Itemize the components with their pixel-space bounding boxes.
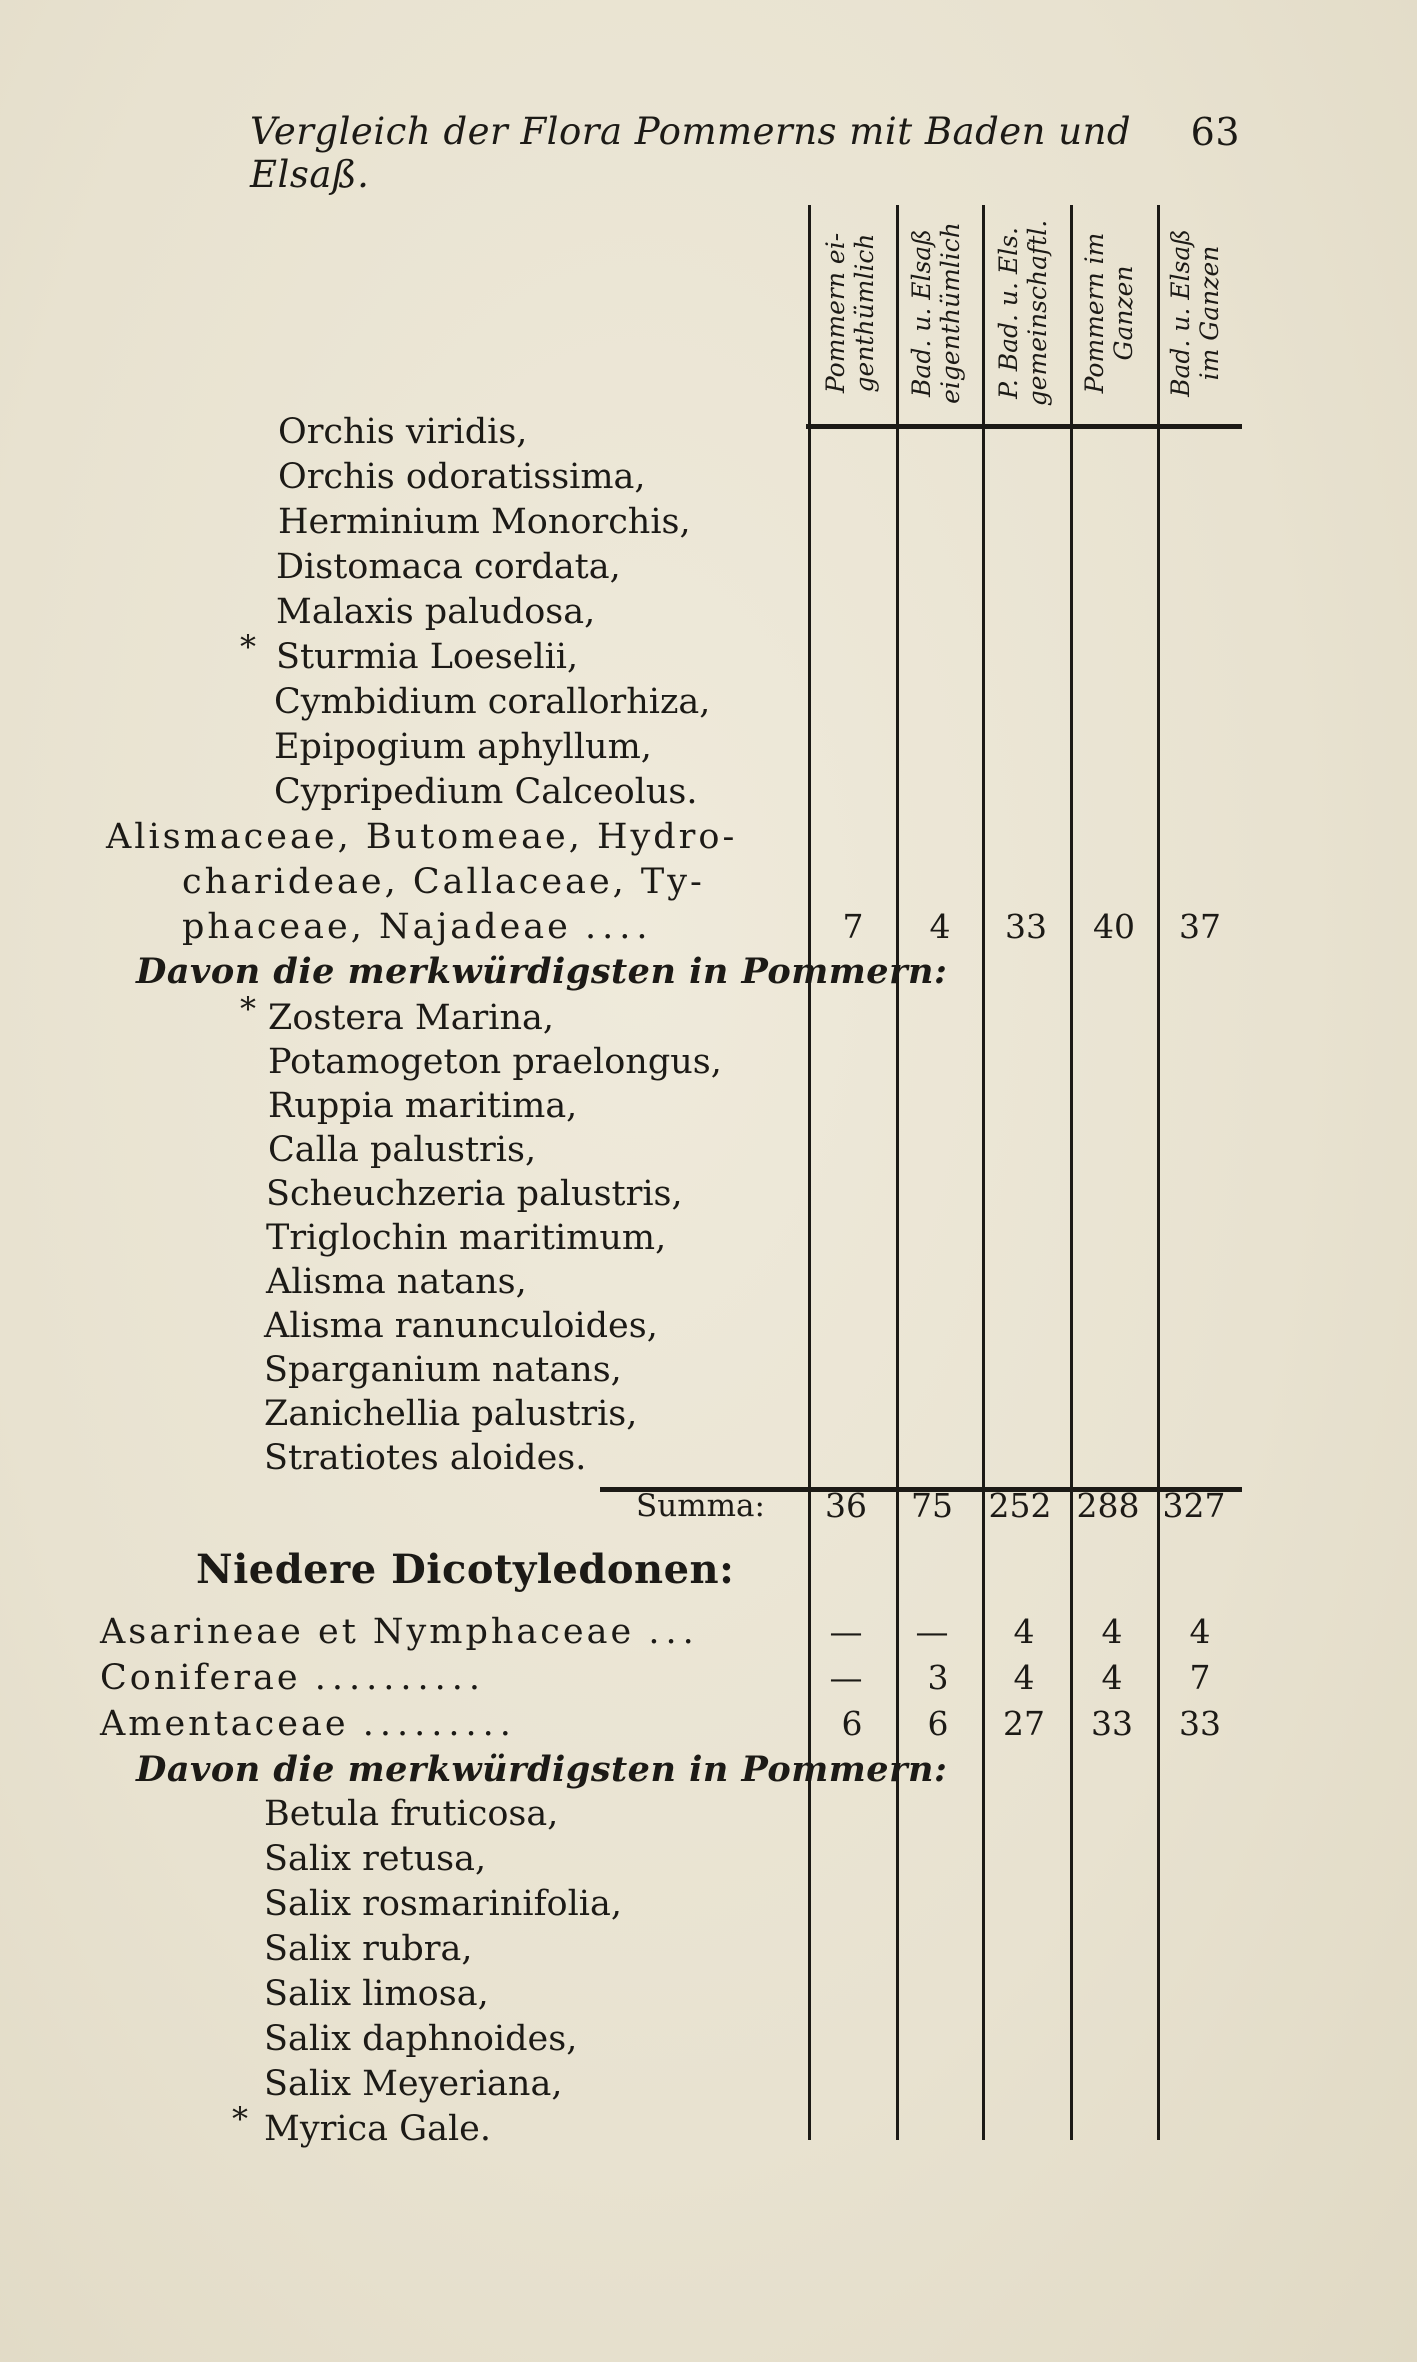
header-rule	[806, 424, 1242, 429]
value-cell: 33	[1179, 1704, 1221, 1743]
value-cell: 4	[1013, 1658, 1035, 1697]
value-cell: 4	[1189, 1612, 1211, 1651]
species-line: Sparganium natans,	[264, 1350, 622, 1390]
leader-dots: ....	[585, 907, 654, 947]
species-line: Myrica Gale.	[264, 2109, 491, 2149]
species-line: Epipogium aphyllum,	[274, 727, 652, 767]
summa-value: 75	[911, 1486, 953, 1525]
species-line: Stratiotes aloides.	[264, 1438, 587, 1478]
running-header	[250, 110, 1240, 196]
column-header-baden-elsass-im-ganzen: Bad. u. Elsaß im Ganzen	[1166, 228, 1224, 397]
species-line: Ruppia maritima,	[268, 1086, 578, 1126]
family-name: Alismaceae, Butomeae, Hydro-	[106, 817, 738, 857]
davon-label: Davon die merkwürdigsten in Pommern:	[136, 951, 948, 992]
species-line: Salix Meyeriana,	[264, 2064, 563, 2104]
species-line: Salix rosmarinifolia,	[264, 1884, 622, 1924]
table-row-label: Coniferae ..........	[100, 1658, 486, 1698]
species-line: Alisma ranunculoides,	[264, 1306, 658, 1346]
value-cell: —	[829, 1658, 863, 1697]
species-line: Sturmia Loeselii,	[276, 637, 579, 677]
family-name: phaceae, Najadeae ....	[182, 907, 654, 947]
davon-label: Davon die merkwürdigsten in Pommern:	[136, 1749, 948, 1790]
value-cell: 4	[1013, 1612, 1035, 1651]
species-line: Zanichellia palustris,	[264, 1394, 638, 1434]
species-line: Distomaca cordata,	[276, 547, 621, 587]
value-cell: 33	[1005, 907, 1047, 946]
value-cell: 33	[1091, 1704, 1133, 1743]
summa-value: 288	[1076, 1486, 1140, 1525]
value-cell: 4	[1101, 1658, 1123, 1697]
column-rule-2	[896, 205, 899, 2140]
value-cell: 27	[1003, 1704, 1045, 1743]
table-row-label: Amentaceae .........	[100, 1704, 517, 1744]
species-line: Calla palustris,	[268, 1130, 537, 1170]
species-line: Orchis odoratissima,	[278, 457, 646, 497]
section-heading: Niedere Dicotyledonen:	[196, 1546, 735, 1593]
value-cell: 6	[927, 1704, 949, 1743]
value-cell: 3	[927, 1658, 949, 1697]
value-cell: —	[915, 1612, 949, 1651]
column-header-pommern-eigenthuemlich: Pommern ei- genthümlich	[821, 232, 879, 393]
value-cell: 4	[929, 907, 951, 946]
species-line: Zostera Marina,	[268, 998, 555, 1038]
value-cell: —	[829, 1612, 863, 1651]
species-line: Triglochin maritimum,	[266, 1218, 667, 1258]
page-number: 63	[1190, 110, 1240, 154]
value-cell: 6	[841, 1704, 863, 1743]
value-cell: 40	[1093, 907, 1135, 946]
asterisk-mark: *	[232, 2100, 248, 2138]
column-rule-3	[982, 205, 985, 2140]
species-line: Orchis viridis,	[278, 412, 528, 452]
summa-value: 327	[1162, 1486, 1226, 1525]
species-line: Salix limosa,	[264, 1974, 489, 2014]
column-header-gemeinschaftlich: P. Bad. u. Els. gemeinschaftl.	[994, 219, 1052, 406]
column-header-pommern-im-ganzen: Pommern im Ganzen	[1080, 232, 1138, 393]
species-line: Herminium Monorchis,	[278, 502, 691, 542]
value-cell: 7	[842, 907, 864, 946]
asterisk-mark: *	[240, 628, 256, 666]
species-line: Salix retusa,	[264, 1839, 487, 1879]
species-line: Malaxis paludosa,	[276, 592, 596, 632]
header-title: Vergleich der Flora Pommerns mit Baden und Elsaß.	[250, 110, 1132, 196]
summa-value: 252	[988, 1486, 1052, 1525]
species-line: Potamogeton praelongus,	[268, 1042, 722, 1082]
family-name: charideae, Callaceae, Ty-	[182, 862, 705, 902]
value-cell: 37	[1179, 907, 1221, 946]
column-header-baden-elsass-eigenthuemlich: Bad. u. Elsaß eigenthümlich	[907, 221, 965, 404]
value-cell: 4	[1101, 1612, 1123, 1651]
summa-label: Summa:	[636, 1488, 765, 1524]
summa-value: 36	[825, 1486, 867, 1525]
column-rule-4	[1070, 205, 1073, 2140]
species-line: Scheuchzeria palustris,	[266, 1174, 683, 1214]
column-rule-5	[1157, 205, 1160, 2140]
species-line: Cypripedium Calceolus.	[274, 772, 698, 812]
species-line: Salix daphnoides,	[264, 2019, 578, 2059]
species-line: Salix rubra,	[264, 1929, 473, 1969]
species-line: Alisma natans,	[266, 1262, 527, 1302]
value-cell: 7	[1189, 1658, 1211, 1697]
asterisk-mark: *	[240, 990, 256, 1028]
table-row-label: Asarineae et Nymphaceae ...	[100, 1612, 700, 1652]
species-line: Cymbidium corallorhiza,	[274, 682, 711, 722]
column-rule-1	[808, 205, 811, 2140]
species-line: Betula fruticosa,	[264, 1794, 559, 1834]
